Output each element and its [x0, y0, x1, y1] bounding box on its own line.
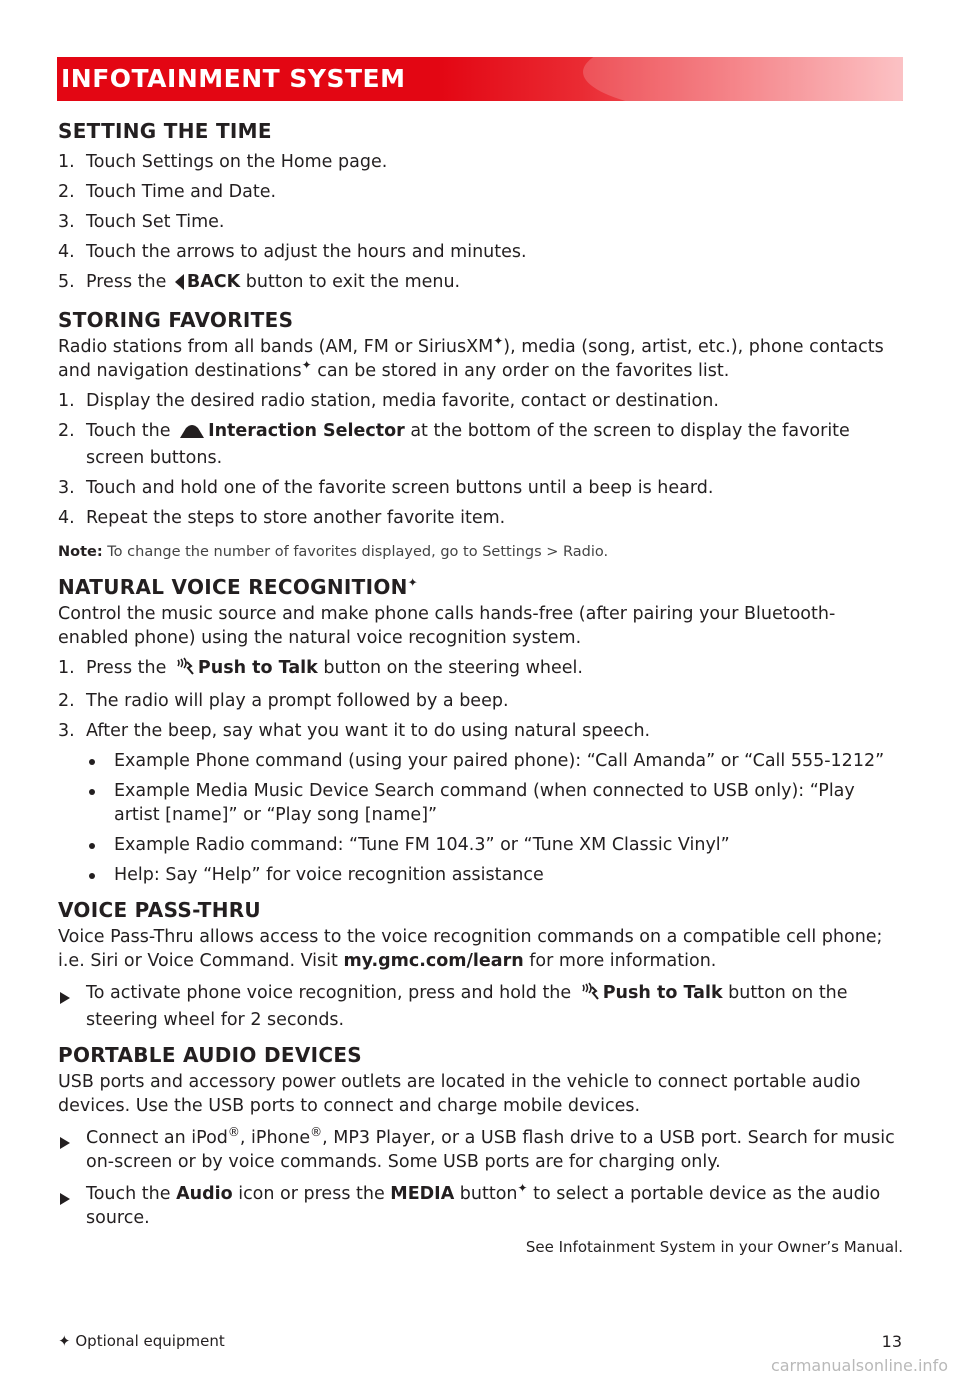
list-item: [58, 506, 903, 530]
learn-link[interactable]: my.gmc.com/learn: [343, 951, 524, 971]
page-content: [58, 112, 903, 1256]
triangle-bullet-icon: [60, 1188, 70, 1212]
list-item: [58, 656, 903, 683]
list-item: Help: Say “Help” for voice recognition assistance: [86, 863, 903, 887]
step-text: After the beep, say what you want it to do using natural speech.: [86, 721, 651, 741]
intro-text: ), media (song, artist, etc.), phone contacts and navigation destinations: [58, 337, 884, 381]
portable-instruction-connect: [58, 1126, 903, 1174]
note-label: Note:: [58, 544, 103, 560]
optional-star-icon: ✦: [517, 1181, 528, 1196]
step-text: Touch the: [86, 421, 177, 441]
intro-text: can be stored in any order on the favorites list.: [311, 361, 730, 381]
heading-portable-audio: PORTABLE AUDIO DEVICES: [58, 1043, 362, 1067]
interaction-selector-icon: [179, 422, 205, 446]
optional-equipment-label: Optional equipment: [75, 1332, 225, 1350]
step-text: Repeat the steps to store another favorite item.: [86, 508, 506, 528]
portable-intro: USB ports and accessory power outlets are located in the vehicle to connect portable audio devices. Use the USB ports to connect and charge mobile devices.: [58, 1072, 861, 1116]
instruction-text: Touch the: [86, 1184, 177, 1204]
step-number: 3.: [58, 721, 75, 741]
step-number: 1.: [58, 658, 75, 678]
list-item: Example Radio command: “Tune FM 104.3” or “Tune XM Classic Vinyl”: [86, 833, 903, 857]
triangle-bullet-icon: [60, 1132, 70, 1156]
instruction-text: Connect an iPod: [86, 1128, 228, 1148]
push-to-talk-icon: [580, 981, 600, 1008]
step-number: 3.: [58, 478, 75, 498]
section-banner: [57, 57, 903, 101]
step-text: button on the steering wheel.: [317, 658, 583, 678]
watermark: carmanualsonline.info: [770, 1356, 948, 1375]
step-text: The radio will play a prompt followed by a beep.: [86, 691, 509, 711]
list-item: Example Phone command (using your paired phone): “Call Amanda” or “Call 555-1212”: [86, 749, 903, 773]
list-item: [58, 476, 903, 500]
push-to-talk-label: Push to Talk: [197, 658, 318, 678]
media-button-label: MEDIA: [390, 1184, 455, 1204]
instruction-text: , MP3 Player, or a USB flash drive to a USB port. Search for music on-screen or by voice commands. Some USB ports are for charging only.: [86, 1128, 895, 1172]
optional-star-icon: ✦: [493, 334, 504, 349]
step-text: Touch Time and Date.: [86, 182, 277, 202]
step-text: Touch and hold one of the favorite screen buttons until a beep is heard.: [86, 478, 714, 498]
step-text: button to exit the menu.: [240, 272, 461, 292]
list-item: [58, 210, 903, 234]
instruction-text: To activate phone voice recognition, press and hold the: [86, 983, 577, 1003]
heading-text: NATURAL VOICE RECOGNITION: [58, 575, 408, 599]
interaction-selector-label: Interaction Selector: [208, 421, 405, 441]
optional-star-icon: ✦: [301, 358, 312, 373]
heading-voice-passthru: VOICE PASS-THRU: [58, 898, 261, 922]
portable-instruction-select: [58, 1182, 903, 1230]
section-storing-favorites: [58, 307, 903, 564]
section-setting-time: [58, 118, 903, 297]
step-number: 4.: [58, 508, 75, 528]
step-text: at the bottom of the screen to display the favorite screen buttons.: [86, 421, 850, 468]
step-text: Touch the arrows to adjust the hours and minutes.: [86, 242, 527, 262]
optional-equipment-note: [58, 1332, 225, 1350]
banner-swoosh: [583, 57, 903, 101]
step-text: Touch Settings on the Home page.: [86, 152, 388, 172]
list-item: Example Media Music Device Search command (when connected to USB only): “Play artist [name]” or “Play song [name]”: [86, 779, 903, 827]
step-number: 2.: [58, 182, 75, 202]
section-voice-recognition: [58, 574, 903, 887]
favorites-intro: [58, 335, 903, 383]
back-arrow-icon: [175, 273, 184, 297]
registered-mark: ®: [227, 1125, 240, 1140]
step-number: 2.: [58, 691, 75, 711]
favorites-note: [58, 540, 903, 564]
instruction-text: button: [454, 1184, 518, 1204]
step-text: Display the desired radio station, media favorite, contact or destination.: [86, 391, 719, 411]
step-text: Touch Set Time.: [86, 212, 225, 232]
heading-setting-time: SETTING THE TIME: [58, 119, 272, 143]
back-button-label: BACK: [186, 272, 241, 292]
step-number: 5.: [58, 272, 75, 292]
intro-text: for more information.: [523, 951, 717, 971]
list-item: [58, 180, 903, 204]
push-to-talk-label: Push to Talk: [602, 983, 723, 1003]
heading-voice-recognition: [58, 574, 903, 600]
setting-time-steps: [58, 150, 903, 297]
favorites-steps: [58, 389, 903, 530]
optional-star-icon: ✦: [58, 1332, 71, 1350]
instruction-text: , iPhone: [239, 1128, 311, 1148]
optional-star-icon: ✦: [407, 575, 419, 590]
push-to-talk-icon: [175, 656, 195, 683]
list-item: [58, 689, 903, 713]
owners-manual-reference: See Infotainment System in your Owner’s Manual.: [525, 1238, 903, 1256]
step-number: 1.: [58, 391, 75, 411]
heading-storing-favorites: STORING FAVORITES: [58, 308, 294, 332]
step-text: Press the: [86, 272, 172, 292]
list-item: [58, 389, 903, 413]
instruction-text: to select a portable device as the audio source.: [86, 1184, 881, 1228]
list-item: [58, 270, 903, 297]
list-item: [58, 240, 903, 264]
section-portable-audio: [58, 1042, 903, 1256]
step-number: 1.: [58, 152, 75, 172]
list-item: [58, 419, 903, 470]
step-text: Press the: [86, 658, 172, 678]
triangle-bullet-icon: [60, 987, 70, 1011]
step-number: 4.: [58, 242, 75, 262]
intro-text: Radio stations from all bands (AM, FM or SiriusXM: [58, 337, 494, 357]
list-item: [58, 719, 903, 743]
passthru-intro: [58, 925, 903, 973]
audio-icon-label: Audio: [176, 1184, 233, 1204]
step-number: 2.: [58, 421, 75, 441]
list-item: [58, 150, 903, 174]
page-number: 13: [881, 1332, 902, 1351]
registered-mark: ®: [310, 1125, 323, 1140]
step-number: 3.: [58, 212, 75, 232]
banner-title: INFOTAINMENT SYSTEM: [61, 64, 406, 93]
instruction-text: icon or press the: [232, 1184, 391, 1204]
passthru-instruction: [58, 981, 903, 1032]
section-voice-passthru: [58, 897, 903, 1032]
voice-intro: Control the music source and make phone calls hands-free (after pairing your Bluetooth-enabled phone) using the natural voice recognition system.: [58, 604, 836, 648]
note-text: To change the number of favorites displayed, go to Settings > Radio.: [102, 544, 609, 560]
intro-text: Voice Pass-Thru allows access to the voice recognition commands on a compatible cell phone; i.e. Siri or Voice Command. Visit: [58, 927, 883, 971]
voice-steps: [58, 656, 903, 743]
instruction-text: button on the steering wheel for 2 seconds.: [86, 983, 848, 1030]
voice-examples: [86, 749, 903, 887]
